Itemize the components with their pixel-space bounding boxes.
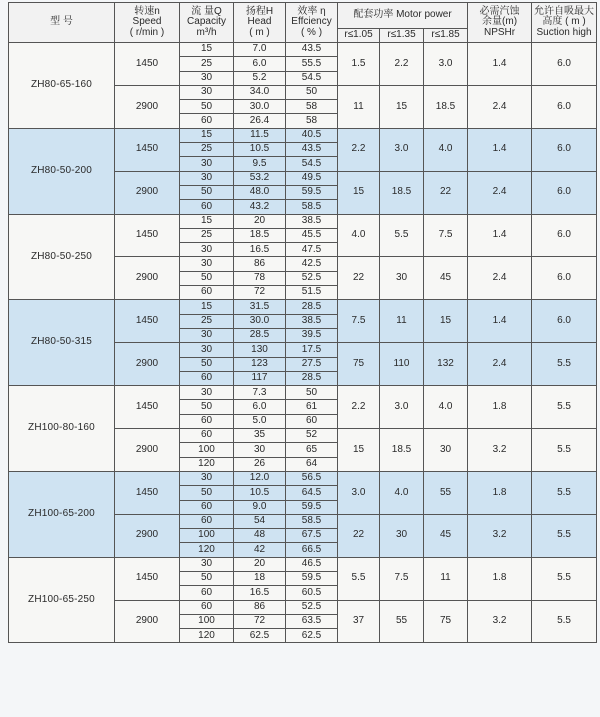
table-row (9, 214, 597, 228)
head-value: 54 (234, 514, 286, 528)
header-ratio-3: r≤1.85 (424, 29, 468, 43)
efficiency-value: 43.5 (286, 43, 338, 57)
power-r105-value: 11 (338, 85, 380, 128)
npsh-value: 1.4 (468, 43, 532, 86)
efficiency-value: 64.5 (286, 486, 338, 500)
suction-value: 5.5 (532, 343, 597, 386)
efficiency-value: 58 (286, 114, 338, 128)
capacity-value: 15 (180, 214, 234, 228)
efficiency-value: 59.5 (286, 185, 338, 199)
header-npsh-cn2: 余量(m) (482, 16, 518, 28)
power-r135-value: 110 (380, 343, 424, 386)
speed-value: 2900 (115, 514, 180, 557)
header-head-cn: 扬程H (245, 5, 274, 17)
npsh-value: 2.4 (468, 171, 532, 214)
npsh-value: 3.2 (468, 429, 532, 472)
capacity-value: 100 (180, 443, 234, 457)
head-value: 78 (234, 271, 286, 285)
suction-value: 6.0 (532, 257, 597, 300)
capacity-value: 60 (180, 200, 234, 214)
power-r105-value: 37 (338, 600, 380, 643)
speed-value: 2900 (115, 257, 180, 300)
power-r185-value: 4.0 (424, 128, 468, 171)
power-r185-value: 11 (424, 557, 468, 600)
head-value: 5.0 (234, 414, 286, 428)
head-value: 30 (234, 443, 286, 457)
capacity-value: 30 (180, 471, 234, 485)
power-r135-value: 18.5 (380, 429, 424, 472)
capacity-value: 30 (180, 243, 234, 257)
capacity-value: 60 (180, 114, 234, 128)
efficiency-value: 38.5 (286, 314, 338, 328)
speed-value: 1450 (115, 214, 180, 257)
header-efficiency-en: Effciency (291, 16, 332, 28)
capacity-value: 60 (180, 414, 234, 428)
capacity-value: 30 (180, 257, 234, 271)
capacity-value: 25 (180, 57, 234, 71)
suction-value: 5.5 (532, 386, 597, 429)
table-body (9, 43, 597, 643)
capacity-value: 15 (180, 43, 234, 57)
capacity-value: 25 (180, 143, 234, 157)
header-efficiency-cn: 效率 η (297, 5, 326, 17)
head-value: 35 (234, 429, 286, 443)
efficiency-value: 63.5 (286, 614, 338, 628)
efficiency-value: 40.5 (286, 128, 338, 142)
speed-value: 2900 (115, 171, 180, 214)
npsh-value: 1.8 (468, 557, 532, 600)
table-row (9, 128, 597, 142)
power-r135-value: 30 (380, 514, 424, 557)
power-r135-value: 3.0 (380, 386, 424, 429)
capacity-value: 60 (180, 286, 234, 300)
head-value: 48.0 (234, 185, 286, 199)
header-suction (532, 3, 597, 43)
power-r185-value: 22 (424, 171, 468, 214)
header-suction-cn2: 高度 ( m ) (542, 16, 586, 28)
efficiency-value: 64 (286, 457, 338, 471)
efficiency-value: 28.5 (286, 300, 338, 314)
power-r105-value: 4.0 (338, 214, 380, 257)
head-value: 12.0 (234, 471, 286, 485)
suction-value: 6.0 (532, 300, 597, 343)
power-r105-value: 5.5 (338, 557, 380, 600)
model-name: ZH100-80-160 (9, 386, 115, 472)
efficiency-value: 54.5 (286, 71, 338, 85)
head-value: 31.5 (234, 300, 286, 314)
speed-value: 1450 (115, 471, 180, 514)
power-r135-value: 11 (380, 300, 424, 343)
model-name: ZH80-50-250 (9, 214, 115, 300)
efficiency-value: 42.5 (286, 257, 338, 271)
efficiency-value: 58.5 (286, 514, 338, 528)
capacity-value: 50 (180, 400, 234, 414)
power-r135-value: 7.5 (380, 557, 424, 600)
efficiency-value: 52.5 (286, 600, 338, 614)
table-row (9, 43, 597, 57)
power-r185-value: 55 (424, 471, 468, 514)
capacity-value: 120 (180, 457, 234, 471)
power-r105-value: 15 (338, 429, 380, 472)
capacity-value: 25 (180, 228, 234, 242)
header-capacity-unit: m³/h (196, 26, 217, 38)
efficiency-value: 62.5 (286, 629, 338, 643)
header-efficiency-unit: ( % ) (300, 26, 323, 38)
power-r135-value: 3.0 (380, 128, 424, 171)
head-value: 130 (234, 343, 286, 357)
capacity-value: 60 (180, 514, 234, 528)
npsh-value: 3.2 (468, 514, 532, 557)
capacity-value: 50 (180, 571, 234, 585)
capacity-value: 50 (180, 486, 234, 500)
suction-value: 5.5 (532, 600, 597, 643)
power-r185-value: 132 (424, 343, 468, 386)
header-npsh-en: NPSHr (483, 26, 516, 38)
power-r105-value: 1.5 (338, 43, 380, 86)
efficiency-value: 43.5 (286, 143, 338, 157)
table-header (9, 3, 597, 43)
efficiency-value: 58.5 (286, 200, 338, 214)
efficiency-value: 45.5 (286, 228, 338, 242)
npsh-value: 1.8 (468, 386, 532, 429)
efficiency-value: 49.5 (286, 171, 338, 185)
head-value: 72 (234, 286, 286, 300)
efficiency-value: 28.5 (286, 371, 338, 385)
model-name: ZH80-65-160 (9, 43, 115, 129)
head-value: 18 (234, 571, 286, 585)
efficiency-value: 59.5 (286, 500, 338, 514)
header-head (234, 3, 286, 43)
header-model: 型 号 (9, 3, 115, 43)
pump-performance-table (8, 2, 597, 643)
capacity-value: 30 (180, 85, 234, 99)
header-head-en: Head (247, 16, 272, 28)
spec-table-container (8, 2, 596, 715)
power-r185-value: 15 (424, 300, 468, 343)
header-suction-en: Suction high (536, 26, 592, 38)
head-value: 10.5 (234, 486, 286, 500)
head-value: 5.2 (234, 71, 286, 85)
efficiency-value: 27.5 (286, 357, 338, 371)
capacity-value: 30 (180, 386, 234, 400)
head-value: 28.5 (234, 328, 286, 342)
head-value: 42 (234, 543, 286, 557)
header-ratio-1: r≤1.05 (338, 29, 380, 43)
efficiency-value: 54.5 (286, 157, 338, 171)
header-capacity-en: Capacity (187, 16, 226, 28)
efficiency-value: 17.5 (286, 343, 338, 357)
table-row (9, 300, 597, 314)
model-name: ZH100-65-250 (9, 557, 115, 643)
capacity-value: 15 (180, 128, 234, 142)
header-motor-power: 配套功率 Motor power (338, 3, 468, 29)
head-value: 123 (234, 357, 286, 371)
head-value: 30.0 (234, 314, 286, 328)
head-value: 86 (234, 257, 286, 271)
efficiency-value: 65 (286, 443, 338, 457)
capacity-value: 30 (180, 157, 234, 171)
header-npsh (468, 3, 532, 43)
head-value: 26 (234, 457, 286, 471)
capacity-value: 30 (180, 557, 234, 571)
efficiency-value: 59.5 (286, 571, 338, 585)
capacity-value: 25 (180, 314, 234, 328)
npsh-value: 1.8 (468, 471, 532, 514)
power-r185-value: 3.0 (424, 43, 468, 86)
head-value: 20 (234, 557, 286, 571)
efficiency-value: 50 (286, 386, 338, 400)
suction-value: 6.0 (532, 171, 597, 214)
head-value: 48 (234, 529, 286, 543)
capacity-value: 50 (180, 100, 234, 114)
efficiency-value: 60 (286, 414, 338, 428)
header-speed-unit: ( r/min ) (129, 26, 165, 38)
capacity-value: 30 (180, 328, 234, 342)
head-value: 18.5 (234, 228, 286, 242)
efficiency-value: 58 (286, 100, 338, 114)
npsh-value: 2.4 (468, 343, 532, 386)
speed-value: 1450 (115, 300, 180, 343)
power-r185-value: 18.5 (424, 85, 468, 128)
capacity-value: 15 (180, 300, 234, 314)
suction-value: 6.0 (532, 128, 597, 171)
head-value: 6.0 (234, 57, 286, 71)
head-value: 72 (234, 614, 286, 628)
header-efficiency (286, 3, 338, 43)
power-r135-value: 2.2 (380, 43, 424, 86)
efficiency-value: 47.5 (286, 243, 338, 257)
efficiency-value: 61 (286, 400, 338, 414)
power-r105-value: 22 (338, 514, 380, 557)
npsh-value: 3.2 (468, 600, 532, 643)
head-value: 86 (234, 600, 286, 614)
head-value: 62.5 (234, 629, 286, 643)
head-value: 16.5 (234, 243, 286, 257)
header-capacity (180, 3, 234, 43)
efficiency-value: 39.5 (286, 328, 338, 342)
speed-value: 2900 (115, 429, 180, 472)
efficiency-value: 52.5 (286, 271, 338, 285)
efficiency-value: 66.5 (286, 543, 338, 557)
table-row (9, 471, 597, 485)
power-r135-value: 18.5 (380, 171, 424, 214)
efficiency-value: 56.5 (286, 471, 338, 485)
head-value: 9.0 (234, 500, 286, 514)
capacity-value: 30 (180, 71, 234, 85)
power-r185-value: 45 (424, 514, 468, 557)
efficiency-value: 60.5 (286, 586, 338, 600)
header-npsh-cn1: 必需汽蚀 (479, 5, 520, 17)
head-value: 7.3 (234, 386, 286, 400)
capacity-value: 120 (180, 543, 234, 557)
speed-value: 2900 (115, 85, 180, 128)
efficiency-value: 52 (286, 429, 338, 443)
efficiency-value: 38.5 (286, 214, 338, 228)
power-r105-value: 3.0 (338, 471, 380, 514)
power-r105-value: 22 (338, 257, 380, 300)
head-value: 20 (234, 214, 286, 228)
suction-value: 6.0 (532, 85, 597, 128)
capacity-value: 50 (180, 357, 234, 371)
speed-value: 2900 (115, 343, 180, 386)
capacity-value: 100 (180, 614, 234, 628)
npsh-value: 2.4 (468, 85, 532, 128)
power-r105-value: 2.2 (338, 128, 380, 171)
power-r185-value: 4.0 (424, 386, 468, 429)
model-name: ZH80-50-200 (9, 128, 115, 214)
header-speed-en: Speed (132, 16, 162, 28)
head-value: 34.0 (234, 85, 286, 99)
capacity-value: 60 (180, 500, 234, 514)
capacity-value: 60 (180, 371, 234, 385)
head-value: 117 (234, 371, 286, 385)
suction-value: 5.5 (532, 557, 597, 600)
speed-value: 2900 (115, 600, 180, 643)
speed-value: 1450 (115, 386, 180, 429)
suction-value: 6.0 (532, 43, 597, 86)
head-value: 43.2 (234, 200, 286, 214)
power-r185-value: 75 (424, 600, 468, 643)
suction-value: 6.0 (532, 214, 597, 257)
efficiency-value: 51.5 (286, 286, 338, 300)
header-head-unit: ( m ) (249, 26, 270, 38)
table-row (9, 386, 597, 400)
power-r105-value: 75 (338, 343, 380, 386)
capacity-value: 60 (180, 429, 234, 443)
header-capacity-cn: 流 量Q (191, 5, 222, 17)
power-r135-value: 5.5 (380, 214, 424, 257)
efficiency-value: 46.5 (286, 557, 338, 571)
capacity-value: 50 (180, 185, 234, 199)
speed-value: 1450 (115, 557, 180, 600)
power-r185-value: 45 (424, 257, 468, 300)
capacity-value: 30 (180, 343, 234, 357)
head-value: 10.5 (234, 143, 286, 157)
power-r105-value: 2.2 (338, 386, 380, 429)
suction-value: 5.5 (532, 514, 597, 557)
efficiency-value: 55.5 (286, 57, 338, 71)
npsh-value: 1.4 (468, 300, 532, 343)
power-r135-value: 30 (380, 257, 424, 300)
model-name: ZH100-65-200 (9, 471, 115, 557)
power-r185-value: 7.5 (424, 214, 468, 257)
power-r135-value: 55 (380, 600, 424, 643)
power-r105-value: 7.5 (338, 300, 380, 343)
head-value: 9.5 (234, 157, 286, 171)
header-speed-cn: 转速n (134, 5, 160, 17)
head-value: 7.0 (234, 43, 286, 57)
power-r135-value: 15 (380, 85, 424, 128)
npsh-value: 2.4 (468, 257, 532, 300)
capacity-value: 60 (180, 600, 234, 614)
table-row (9, 557, 597, 571)
suction-value: 5.5 (532, 429, 597, 472)
head-value: 26.4 (234, 114, 286, 128)
model-name: ZH80-50-315 (9, 300, 115, 386)
head-value: 53.2 (234, 171, 286, 185)
npsh-value: 1.4 (468, 128, 532, 171)
capacity-value: 60 (180, 586, 234, 600)
speed-value: 1450 (115, 128, 180, 171)
head-value: 16.5 (234, 586, 286, 600)
power-r105-value: 15 (338, 171, 380, 214)
power-r135-value: 4.0 (380, 471, 424, 514)
capacity-value: 30 (180, 171, 234, 185)
head-value: 6.0 (234, 400, 286, 414)
suction-value: 5.5 (532, 471, 597, 514)
efficiency-value: 50 (286, 85, 338, 99)
header-ratio-2: r≤1.35 (380, 29, 424, 43)
efficiency-value: 67.5 (286, 529, 338, 543)
capacity-value: 100 (180, 529, 234, 543)
npsh-value: 1.4 (468, 214, 532, 257)
header-speed (115, 3, 180, 43)
header-suction-cn1: 允许自吸最大 (534, 5, 595, 17)
capacity-value: 50 (180, 271, 234, 285)
capacity-value: 120 (180, 629, 234, 643)
head-value: 11.5 (234, 128, 286, 142)
speed-value: 1450 (115, 43, 180, 86)
head-value: 30.0 (234, 100, 286, 114)
power-r185-value: 30 (424, 429, 468, 472)
